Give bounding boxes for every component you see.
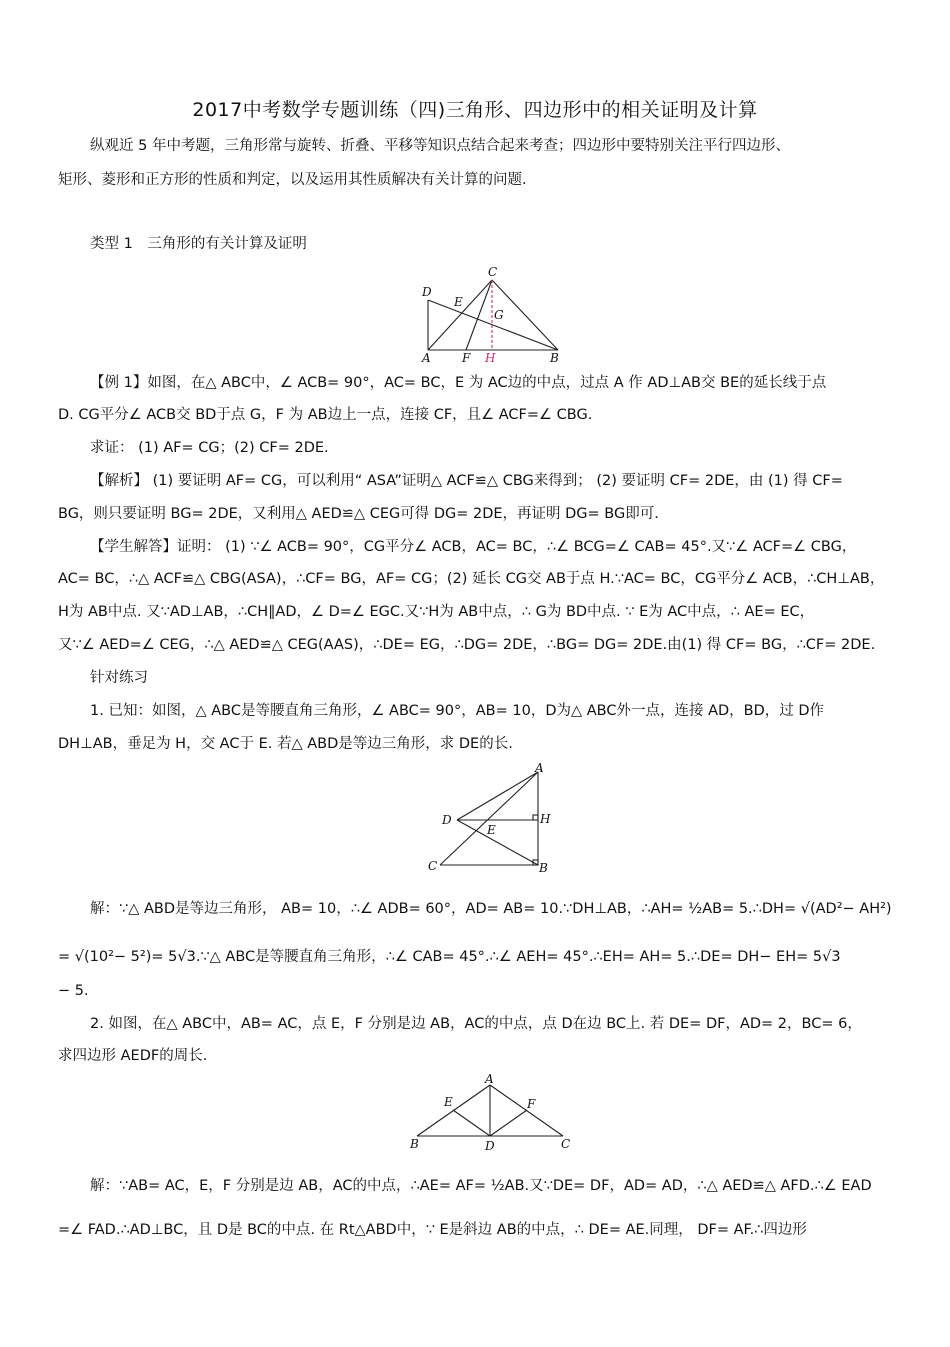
figure-problem-1 [425, 760, 555, 878]
label-E: E [444, 1095, 453, 1109]
example-text: 【例 1】如图，在△ ABC中，∠ ACB= 90°，AC= BC，E 为 AC边的中点，过点 A 作 AD⊥AB交 BE的延长线于点 [90, 375, 827, 391]
solution-text: 解：∵△ ABD是等边三角形， AB= 10，∴∠ ADB= 60°，AD= AB= 10.∵DH⊥AB，∴AH= ½AB= 5.∴DH= √(AD²− AH²) [90, 901, 892, 917]
solution-text: =∠ FAD.∴AD⊥BC，且 D是 BC的中点. 在 Rt△ABD中，∵ E是斜边 AB的中点，∴ DE= AE.同理， DF= AF.∴四边形 [58, 1222, 807, 1238]
example-text: BG，则只要证明 BG= 2DE，又利用△ AED≌△ CEG可得 DG= 2DE，再证明 DG= BG即可. [58, 506, 659, 522]
section-heading: 针对练习 [90, 670, 148, 686]
problem-text: 1. 已知：如图，△ ABC是等腰直角三角形，∠ ABC= 90°，AB= 10，D为△ ABC外一点，连接 AD，BD，过 D作 [90, 703, 825, 719]
example-text: D. CG平分∠ ACB交 BD于点 G，F 为 AB边上一点，连接 CF，且∠ ACF=∠ CBG. [58, 407, 593, 423]
solution-text: − 5. [58, 983, 89, 999]
label-C: C [561, 1137, 571, 1151]
solution-text: = √(10²− 5²)= 5√3.∵△ ABC是等腰直角三角形，∴∠ CAB= 45°.∴∠ AEH= 45°.∴EH= AH= 5.∴DE= DH− EH= 5√3 [58, 949, 841, 965]
label-G: G [494, 308, 504, 322]
solution-text: 解：∵AB= AC，E，F 分别是边 AB，AC的中点，∴AE= AF= ½AB.又∵DE= DF，AD= AD，∴△ AED≌△ AFD.∴∠ EAD [90, 1178, 872, 1194]
label-B: B [539, 861, 548, 875]
label-A: A [485, 1072, 494, 1086]
label-A: A [422, 351, 431, 364]
intro-line: 纵观近 5 年中考题，三角形常与旋转、折叠、平移等知识点结合起来考查；四边形中要特别关注平行四边形、 [90, 138, 790, 154]
figure-example-1 [418, 262, 568, 364]
label-B: B [410, 1137, 419, 1151]
example-text: 又∵∠ AED=∠ CEG，∴△ AED≌△ CEG(AAS)，∴DE= EG，∴DG= 2DE，∴BG= DG= 2DE.由(1) 得 CF= BG，∴CF= 2DE. [58, 637, 876, 653]
label-F: F [527, 1097, 536, 1111]
label-D: D [485, 1139, 495, 1153]
label-E: E [487, 823, 496, 837]
label-D: D [422, 285, 432, 299]
label-H: H [485, 351, 496, 364]
section-heading: 类型 1 三角形的有关计算及证明 [90, 236, 307, 252]
figure-problem-2 [405, 1070, 575, 1156]
label-A: A [535, 761, 544, 775]
example-text: 【学生解答】证明： (1) ∵∠ ACB= 90°，CG平分∠ ACB，AC= BC，∴∠ BCG=∠ CAB= 45°.又∵∠ ACF=∠ CBG， [90, 539, 857, 555]
label-E: E [454, 295, 463, 309]
example-text: 【解析】 (1) 要证明 AF= CG，可以利用“ ASA”证明△ ACF≌△ CBG来得到； (2) 要证明 CF= 2DE，由 (1) 得 CF= [90, 473, 843, 489]
problem-text: DH⊥AB，垂足为 H，交 AC于 E. 若△ ABD是等边三角形，求 DE的长. [58, 736, 513, 752]
example-text: H为 AB中点. 又∵AD⊥AB，∴CH∥AD，∠ D=∠ EGC.又∵H为 AB中点，∴ G为 BD中点. ∵ E为 AC中点，∴ AE= EC， [58, 604, 815, 620]
label-F: F [462, 351, 471, 364]
page-title: 2017中考数学专题训练（四)三角形、四边形中的相关证明及计算 [192, 99, 758, 121]
label-C: C [428, 859, 438, 873]
problem-text: 求四边形 AEDF的周长. [58, 1048, 208, 1064]
label-H: H [540, 812, 551, 826]
intro-line: 矩形、菱形和正方形的性质和判定，以及运用其性质解决有关计算的问题. [58, 172, 527, 188]
label-D: D [442, 813, 452, 827]
example-text: 求证： (1) AF= CG；(2) CF= 2DE. [90, 440, 329, 456]
problem-text: 2. 如图，在△ ABC中，AB= AC，点 E，F 分别是边 AB，AC的中点，点 D在边 BC上. 若 DE= DF，AD= 2，BC= 6， [90, 1016, 862, 1032]
label-C: C [488, 265, 498, 279]
example-text: AC= BC，∴△ ACF≌△ CBG(ASA)，∴CF= BG，AF= CG；(2) 延长 CG交 AB于点 H.∵AC= BC，CG平分∠ ACB，∴CH⊥AB， [58, 571, 885, 587]
label-B: B [550, 351, 559, 364]
